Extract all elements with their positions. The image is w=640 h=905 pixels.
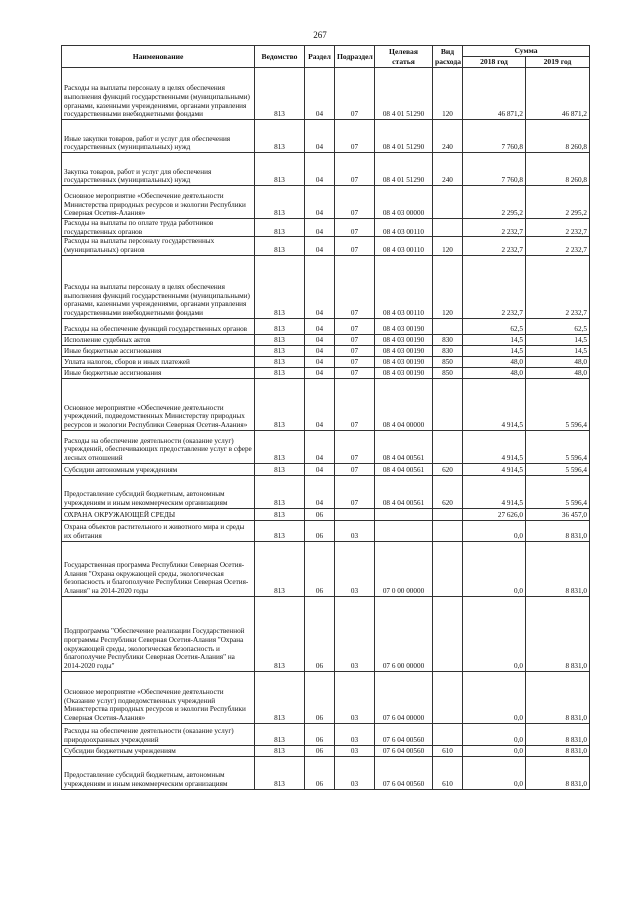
cell-kind: 120 [433, 237, 463, 255]
cell-name: Иные закупки товаров, работ и услуг для обеспечения государственных (муниципальных) нужд [62, 120, 255, 153]
cell-name: Основное мероприятие «Обеспечение деятельности Министерства природных ресурсов и экологии Республики Северная Осетия-Алания» [62, 186, 255, 219]
cell-dept: 813 [255, 255, 305, 318]
cell-y2019: 8 831,0 [526, 756, 590, 789]
cell-y2019: 5 596,4 [526, 475, 590, 508]
table-row [62, 255, 590, 318]
table-row [62, 334, 590, 345]
cell-y2019: 14,5 [526, 345, 590, 356]
cell-target: 08 4 01 51290 [375, 153, 433, 186]
cell-kind [433, 520, 463, 541]
cell-sub: 07 [335, 430, 375, 463]
cell-sec: 06 [305, 541, 335, 596]
cell-y2019: 8 831,0 [526, 671, 590, 723]
cell-name: Подпрограмма "Обеспечение реализации Государственной программы Республики Северная Осетия-Алания "Охрана окружающей среды, экологическая безопасность и благополучие Республики Северная Осетия-Алания" на 2014-2020 годы" [62, 596, 255, 671]
cell-y2019: 2 295,2 [526, 186, 590, 219]
cell-dept: 813 [255, 541, 305, 596]
cell-sub: 07 [335, 153, 375, 186]
cell-sub: 07 [335, 356, 375, 367]
cell-sec: 06 [305, 508, 335, 520]
cell-sec: 06 [305, 671, 335, 723]
cell-name: Иные бюджетные ассигнования [62, 345, 255, 356]
cell-name: Расходы на выплаты персоналу государственных (муниципальных) органов [62, 237, 255, 255]
cell-y2018: 46 871,2 [463, 68, 526, 120]
cell-target: 08 4 03 00110 [375, 255, 433, 318]
cell-dept: 813 [255, 596, 305, 671]
table-row [62, 345, 590, 356]
cell-y2018: 4 914,5 [463, 430, 526, 463]
table-row [62, 186, 590, 219]
cell-kind: 620 [433, 475, 463, 508]
cell-name: Субсидии бюджетным учреждениям [62, 745, 255, 756]
cell-dept: 813 [255, 723, 305, 745]
cell-y2019: 8 831,0 [526, 723, 590, 745]
cell-dept: 813 [255, 367, 305, 378]
cell-y2019: 8 260,8 [526, 120, 590, 153]
cell-target: 07 6 04 00560 [375, 745, 433, 756]
table-row [62, 318, 590, 334]
cell-sec: 04 [305, 153, 335, 186]
table-row [62, 508, 590, 520]
cell-y2018: 4 914,5 [463, 463, 526, 475]
cell-sec: 04 [305, 68, 335, 120]
cell-y2018: 2 232,7 [463, 255, 526, 318]
table-row [62, 237, 590, 255]
cell-target: 07 6 04 00560 [375, 723, 433, 745]
cell-y2019: 36 457,0 [526, 508, 590, 520]
cell-y2019: 5 596,4 [526, 463, 590, 475]
cell-name: Основное мероприятие «Обеспечение деятельности (Оказание услуг) подведомственных учреждений Министерства природных ресурсов и экологии Республики Северная Осетия-Алания» [62, 671, 255, 723]
cell-target [375, 520, 433, 541]
cell-kind: 610 [433, 745, 463, 756]
cell-dept: 813 [255, 756, 305, 789]
header-target: Целевая статья [375, 46, 433, 68]
cell-dept: 813 [255, 520, 305, 541]
cell-y2019: 8 831,0 [526, 745, 590, 756]
cell-y2018: 7 760,8 [463, 153, 526, 186]
cell-dept: 813 [255, 463, 305, 475]
cell-kind [433, 318, 463, 334]
cell-sub: 03 [335, 671, 375, 723]
header-section: Раздел [305, 46, 335, 68]
cell-y2018: 14,5 [463, 334, 526, 345]
cell-y2018: 2 232,7 [463, 237, 526, 255]
cell-dept: 813 [255, 508, 305, 520]
cell-dept: 813 [255, 318, 305, 334]
cell-sub: 07 [335, 475, 375, 508]
cell-y2018: 14,5 [463, 345, 526, 356]
cell-kind [433, 186, 463, 219]
header-dept: Ведомство [255, 46, 305, 68]
cell-y2018: 48,0 [463, 356, 526, 367]
cell-target: 08 4 04 00561 [375, 463, 433, 475]
cell-kind: 830 [433, 345, 463, 356]
cell-y2019: 2 232,7 [526, 255, 590, 318]
cell-sec: 04 [305, 237, 335, 255]
cell-target: 08 4 04 00561 [375, 430, 433, 463]
cell-kind [433, 508, 463, 520]
header-2019: 2019 год [526, 57, 590, 68]
cell-sec: 04 [305, 219, 335, 237]
cell-y2019: 5 596,4 [526, 378, 590, 430]
cell-kind [433, 430, 463, 463]
cell-y2019: 48,0 [526, 367, 590, 378]
page-number: 267 [313, 30, 327, 40]
cell-name: ОХРАНА ОКРУЖАЮЩЕЙ СРЕДЫ [62, 508, 255, 520]
cell-y2019: 5 596,4 [526, 430, 590, 463]
cell-name: Субсидии автономным учреждениям [62, 463, 255, 475]
table-row [62, 671, 590, 723]
cell-target: 08 4 03 00110 [375, 237, 433, 255]
cell-dept: 813 [255, 153, 305, 186]
cell-sec: 06 [305, 520, 335, 541]
cell-name: Охрана объектов растительного и животного мира и среды их обитания [62, 520, 255, 541]
cell-sub: 03 [335, 541, 375, 596]
cell-y2019: 8 831,0 [526, 596, 590, 671]
cell-target: 07 6 04 00000 [375, 671, 433, 723]
cell-target: 08 4 03 00190 [375, 367, 433, 378]
cell-sub: 07 [335, 463, 375, 475]
cell-kind [433, 541, 463, 596]
table-row [62, 219, 590, 237]
cell-target [375, 508, 433, 520]
cell-target: 07 6 00 00000 [375, 596, 433, 671]
table-row [62, 153, 590, 186]
table-row [62, 463, 590, 475]
cell-sec: 04 [305, 186, 335, 219]
cell-y2019: 46 871,2 [526, 68, 590, 120]
cell-sec: 04 [305, 120, 335, 153]
cell-name: Расходы на обеспечение функций государственных органов [62, 318, 255, 334]
cell-kind: 120 [433, 68, 463, 120]
header-kind: Вид расхода [433, 46, 463, 68]
cell-name: Государственная программа Республики Северная Осетия-Алания "Охрана окружающей среды, экологическая безопасность и благополучие Республики Северная Осетия-Алания" на 2014-2020 годы [62, 541, 255, 596]
cell-y2018: 0,0 [463, 520, 526, 541]
cell-dept: 813 [255, 356, 305, 367]
cell-y2018: 0,0 [463, 596, 526, 671]
cell-kind: 850 [433, 367, 463, 378]
cell-name: Расходы на обеспечение деятельности (оказание услуг) учреждений, обеспечивающих предоставление услуг в сфере лесных отношений [62, 430, 255, 463]
cell-target: 08 4 01 51290 [375, 68, 433, 120]
header-subsection: Подраздел [335, 46, 375, 68]
table-row [62, 723, 590, 745]
cell-sec: 04 [305, 378, 335, 430]
cell-dept: 813 [255, 430, 305, 463]
cell-sec: 04 [305, 356, 335, 367]
cell-sub: 07 [335, 186, 375, 219]
cell-sub: 07 [335, 367, 375, 378]
table-row [62, 120, 590, 153]
cell-sec: 04 [305, 345, 335, 356]
cell-sub: 07 [335, 237, 375, 255]
cell-sec: 04 [305, 255, 335, 318]
cell-kind [433, 723, 463, 745]
cell-sub: 07 [335, 120, 375, 153]
cell-dept: 813 [255, 378, 305, 430]
cell-dept: 813 [255, 334, 305, 345]
cell-sec: 04 [305, 430, 335, 463]
cell-target: 08 4 03 00110 [375, 219, 433, 237]
cell-sec: 04 [305, 334, 335, 345]
cell-sec: 04 [305, 463, 335, 475]
cell-sec: 06 [305, 756, 335, 789]
cell-sub: 07 [335, 219, 375, 237]
cell-target: 08 4 04 00561 [375, 475, 433, 508]
cell-sub: 07 [335, 378, 375, 430]
cell-name: Предоставление субсидий бюджетным, автономным учреждениям и иным некоммерческим организациям [62, 756, 255, 789]
cell-dept: 813 [255, 120, 305, 153]
cell-kind: 830 [433, 334, 463, 345]
table-row [62, 356, 590, 367]
cell-kind: 120 [433, 255, 463, 318]
cell-y2018: 4 914,5 [463, 378, 526, 430]
cell-dept: 813 [255, 219, 305, 237]
table-row [62, 378, 590, 430]
cell-y2018: 48,0 [463, 367, 526, 378]
cell-target: 08 4 04 00000 [375, 378, 433, 430]
cell-dept: 813 [255, 345, 305, 356]
table-row [62, 367, 590, 378]
cell-y2018: 0,0 [463, 745, 526, 756]
cell-kind: 850 [433, 356, 463, 367]
cell-y2019: 8 260,8 [526, 153, 590, 186]
cell-name: Предоставление субсидий бюджетным, автономным учреждениям и иным некоммерческим организациям [62, 475, 255, 508]
cell-y2019: 62,5 [526, 318, 590, 334]
cell-y2018: 2 295,2 [463, 186, 526, 219]
cell-target: 08 4 03 00190 [375, 356, 433, 367]
cell-y2018: 2 232,7 [463, 219, 526, 237]
cell-kind [433, 596, 463, 671]
cell-dept: 813 [255, 475, 305, 508]
cell-target: 08 4 03 00190 [375, 318, 433, 334]
header-2018: 2018 год [463, 57, 526, 68]
cell-dept: 813 [255, 671, 305, 723]
cell-sec: 06 [305, 596, 335, 671]
cell-sec: 04 [305, 318, 335, 334]
cell-name: Основное мероприятие «Обеспечение деятельности учреждений, подведомственных Министерству природных ресурсов и экологии Республики Северная Осетия-Алания» [62, 378, 255, 430]
cell-y2019: 2 232,7 [526, 237, 590, 255]
cell-sec: 06 [305, 745, 335, 756]
cell-target: 08 4 03 00190 [375, 345, 433, 356]
cell-sub: 03 [335, 723, 375, 745]
cell-target: 08 4 01 51290 [375, 120, 433, 153]
cell-y2018: 4 914,5 [463, 475, 526, 508]
cell-y2018: 0,0 [463, 541, 526, 596]
cell-sub: 03 [335, 520, 375, 541]
cell-sub: 03 [335, 745, 375, 756]
table-body [62, 68, 590, 790]
cell-sub: 07 [335, 345, 375, 356]
cell-dept: 813 [255, 237, 305, 255]
cell-name: Расходы на выплаты по оплате труда работников государственных органов [62, 219, 255, 237]
cell-y2018: 0,0 [463, 756, 526, 789]
cell-sub: 07 [335, 318, 375, 334]
cell-sub: 07 [335, 255, 375, 318]
cell-kind: 610 [433, 756, 463, 789]
cell-y2019: 14,5 [526, 334, 590, 345]
cell-name: Закупка товаров, работ и услуг для обеспечения государственных (муниципальных) нужд [62, 153, 255, 186]
cell-name: Исполнение судебных актов [62, 334, 255, 345]
budget-table [61, 45, 590, 790]
cell-y2018: 0,0 [463, 723, 526, 745]
cell-target: 07 0 00 00000 [375, 541, 433, 596]
table-row [62, 520, 590, 541]
cell-kind: 240 [433, 120, 463, 153]
cell-sub: 03 [335, 756, 375, 789]
cell-y2019: 2 232,7 [526, 219, 590, 237]
cell-target: 08 4 03 00000 [375, 186, 433, 219]
table-row [62, 596, 590, 671]
table-row [62, 541, 590, 596]
cell-kind: 620 [433, 463, 463, 475]
cell-dept: 813 [255, 745, 305, 756]
cell-sub: 07 [335, 334, 375, 345]
cell-name: Расходы на выплаты персоналу в целях обеспечения выполнения функций государственными (муниципальными) органами, казенными учреждениями, органами управления государственными внебюджетными фондами [62, 68, 255, 120]
table-row [62, 68, 590, 120]
cell-y2019: 48,0 [526, 356, 590, 367]
table-row [62, 430, 590, 463]
cell-name: Расходы на обеспечение деятельности (оказание услуг) природоохранных учреждений [62, 723, 255, 745]
cell-sub: 07 [335, 68, 375, 120]
cell-y2018: 62,5 [463, 318, 526, 334]
cell-sec: 04 [305, 367, 335, 378]
header-name: Наименование [62, 46, 255, 68]
table-row [62, 475, 590, 508]
cell-dept: 813 [255, 68, 305, 120]
cell-target: 08 4 03 00190 [375, 334, 433, 345]
cell-kind [433, 378, 463, 430]
header-sum: Сумма [463, 46, 590, 57]
cell-y2018: 7 760,8 [463, 120, 526, 153]
cell-y2018: 27 626,0 [463, 508, 526, 520]
cell-sec: 04 [305, 475, 335, 508]
cell-target: 07 6 04 00560 [375, 756, 433, 789]
cell-dept: 813 [255, 186, 305, 219]
table-row [62, 745, 590, 756]
cell-sec: 06 [305, 723, 335, 745]
table-row [62, 756, 590, 789]
cell-name: Иные бюджетные ассигнования [62, 367, 255, 378]
cell-kind [433, 219, 463, 237]
cell-name: Уплата налогов, сборов и иных платежей [62, 356, 255, 367]
cell-sub: 03 [335, 596, 375, 671]
cell-name: Расходы на выплаты персоналу в целях обеспечения выполнения функций государственными (муниципальными) органами, казенными учреждениями, органами управления государственными внебюджетными фондами [62, 255, 255, 318]
cell-y2018: 0,0 [463, 671, 526, 723]
cell-sub [335, 508, 375, 520]
cell-y2019: 8 831,0 [526, 541, 590, 596]
cell-kind [433, 671, 463, 723]
cell-kind: 240 [433, 153, 463, 186]
cell-y2019: 8 831,0 [526, 520, 590, 541]
